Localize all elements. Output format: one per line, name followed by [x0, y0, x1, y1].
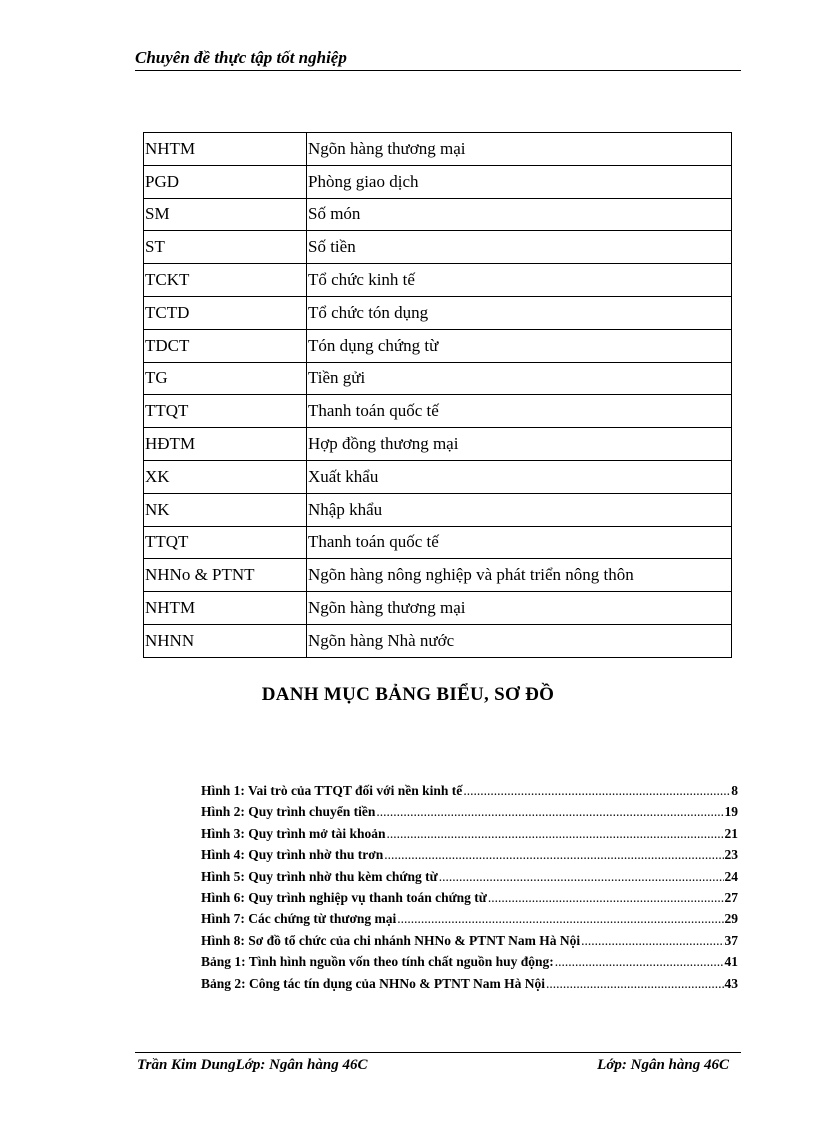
list-of-figures-heading: DANH MỤC BẢNG BIỂU, SƠ ĐỒ — [261, 684, 555, 705]
meaning-cell: Số món — [307, 198, 732, 231]
toc-leader-dots — [488, 890, 724, 906]
meaning-cell: Phòng giao dịch — [307, 165, 732, 198]
abbr-cell: NHTM — [144, 592, 307, 625]
list-item — [201, 847, 738, 868]
footer-class: Lớp: Ngân hàng 46C — [597, 1057, 729, 1073]
toc-leader-dots — [387, 826, 724, 842]
abbr-cell: NHNo & PTNT — [144, 559, 307, 592]
toc-leader-dots — [555, 954, 724, 970]
toc-leader-dots — [463, 783, 730, 799]
toc-label: Bảng 2: Công tác tín dụng của NHNo & PTNT Nam Hà Nội — [201, 975, 546, 991]
toc-label: Hình 3: Quy trình mở tài khoản — [201, 825, 386, 841]
table-row — [144, 526, 732, 559]
page-header — [135, 48, 741, 71]
table-row — [144, 460, 732, 493]
table-row — [144, 395, 732, 428]
abbr-cell: NHNN — [144, 624, 307, 657]
abbr-cell: NK — [144, 493, 307, 526]
table-row — [144, 624, 732, 657]
list-item — [201, 890, 738, 911]
table-row — [144, 198, 732, 231]
table-row — [144, 493, 732, 526]
meaning-cell: Xuất khẩu — [307, 460, 732, 493]
abbr-cell: TTQT — [144, 526, 307, 559]
table-row — [144, 559, 732, 592]
abbr-cell: ST — [144, 231, 307, 264]
list-item — [201, 933, 738, 954]
toc-label: Hình 5: Quy trình nhờ thu kèm chứng từ — [201, 868, 438, 884]
table-row — [144, 329, 732, 362]
toc-label: Hình 2: Quy trình chuyển tiền — [201, 804, 376, 820]
abbr-cell: TCTD — [144, 296, 307, 329]
toc-label: Hình 1: Vai trò của TTQT đối với nền kinh tế — [201, 783, 463, 798]
toc-label: Bảng 1: Tình hình nguồn vốn theo tính chất nguồn huy động: — [201, 954, 554, 970]
toc-label: Hình 4: Quy trình nhờ thu trơn — [201, 847, 384, 863]
table-row — [144, 165, 732, 198]
toc-leader-dots — [546, 976, 723, 992]
abbr-cell: TCKT — [144, 264, 307, 297]
toc-leader-dots — [376, 804, 723, 820]
meaning-cell: Ngõn hàng thương mại — [307, 133, 732, 166]
list-item — [201, 783, 738, 804]
meaning-cell: Nhập khẩu — [307, 493, 732, 526]
meaning-cell: Ngõn hàng thương mại — [307, 592, 732, 625]
toc-leader-dots — [581, 933, 723, 949]
table-row — [144, 362, 732, 395]
meaning-cell: Ngõn hàng nông nghiệp và phát triển nông thôn — [307, 559, 732, 592]
toc-label: Hình 7: Các chứng từ thương mại — [201, 911, 397, 927]
toc-page-number: 21 — [724, 825, 738, 841]
toc-leader-dots — [439, 869, 724, 885]
table-row — [144, 428, 732, 461]
toc-label: Hình 6: Quy trình nghiệp vụ thanh toán chứng từ — [201, 889, 487, 905]
abbr-cell: TDCT — [144, 329, 307, 362]
abbr-cell: XK — [144, 460, 307, 493]
footer-author: Trần Kim DungLớp: Ngân hàng 46C — [137, 1057, 368, 1073]
toc-page-number: 24 — [724, 868, 738, 884]
toc-page-number: 27 — [724, 889, 738, 905]
abbr-cell: NHTM — [144, 133, 307, 166]
toc-page-number: 41 — [724, 954, 738, 970]
meaning-cell: Ngõn hàng Nhà nước — [307, 624, 732, 657]
list-item — [201, 869, 738, 890]
abbr-cell: HĐTM — [144, 428, 307, 461]
list-item — [201, 911, 738, 932]
toc-label: Hình 8: Sơ đồ tổ chức của chi nhánh NHNo & PTNT Nam Hà Nội — [201, 932, 581, 948]
list-item — [201, 804, 738, 825]
list-item — [201, 976, 738, 997]
meaning-cell: Thanh toán quốc tế — [307, 395, 732, 428]
toc-leader-dots — [384, 847, 723, 863]
toc-page-number: 43 — [724, 975, 738, 991]
list-item — [201, 954, 738, 975]
toc-page-number: 37 — [724, 932, 738, 948]
toc-page-number: 23 — [724, 847, 738, 863]
table-row — [144, 592, 732, 625]
toc-page-number: 19 — [724, 804, 738, 820]
meaning-cell: Số tiền — [307, 231, 732, 264]
meaning-cell: Tón dụng chứng từ — [307, 329, 732, 362]
abbr-cell: PGD — [144, 165, 307, 198]
abbreviation-table — [143, 132, 732, 658]
figure-list — [201, 783, 738, 997]
list-item — [201, 826, 738, 847]
meaning-cell: Tổ chức kinh tế — [307, 264, 732, 297]
table-row — [144, 133, 732, 166]
toc-page-number: 29 — [724, 911, 738, 927]
meaning-cell: Thanh toán quốc tế — [307, 526, 732, 559]
abbr-cell: TG — [144, 362, 307, 395]
page-footer — [135, 1052, 741, 1074]
meaning-cell: Hợp đồng thương mại — [307, 428, 732, 461]
toc-leader-dots — [397, 911, 723, 927]
meaning-cell: Tổ chức tón dụng — [307, 296, 732, 329]
abbr-cell: TTQT — [144, 395, 307, 428]
table-row — [144, 231, 732, 264]
meaning-cell: Tiền gửi — [307, 362, 732, 395]
toc-page-number: 8 — [731, 783, 738, 798]
table-row — [144, 264, 732, 297]
document-title: Chuyên đề thực tập tốt nghiệp — [135, 48, 347, 67]
table-row — [144, 296, 732, 329]
abbr-cell: SM — [144, 198, 307, 231]
